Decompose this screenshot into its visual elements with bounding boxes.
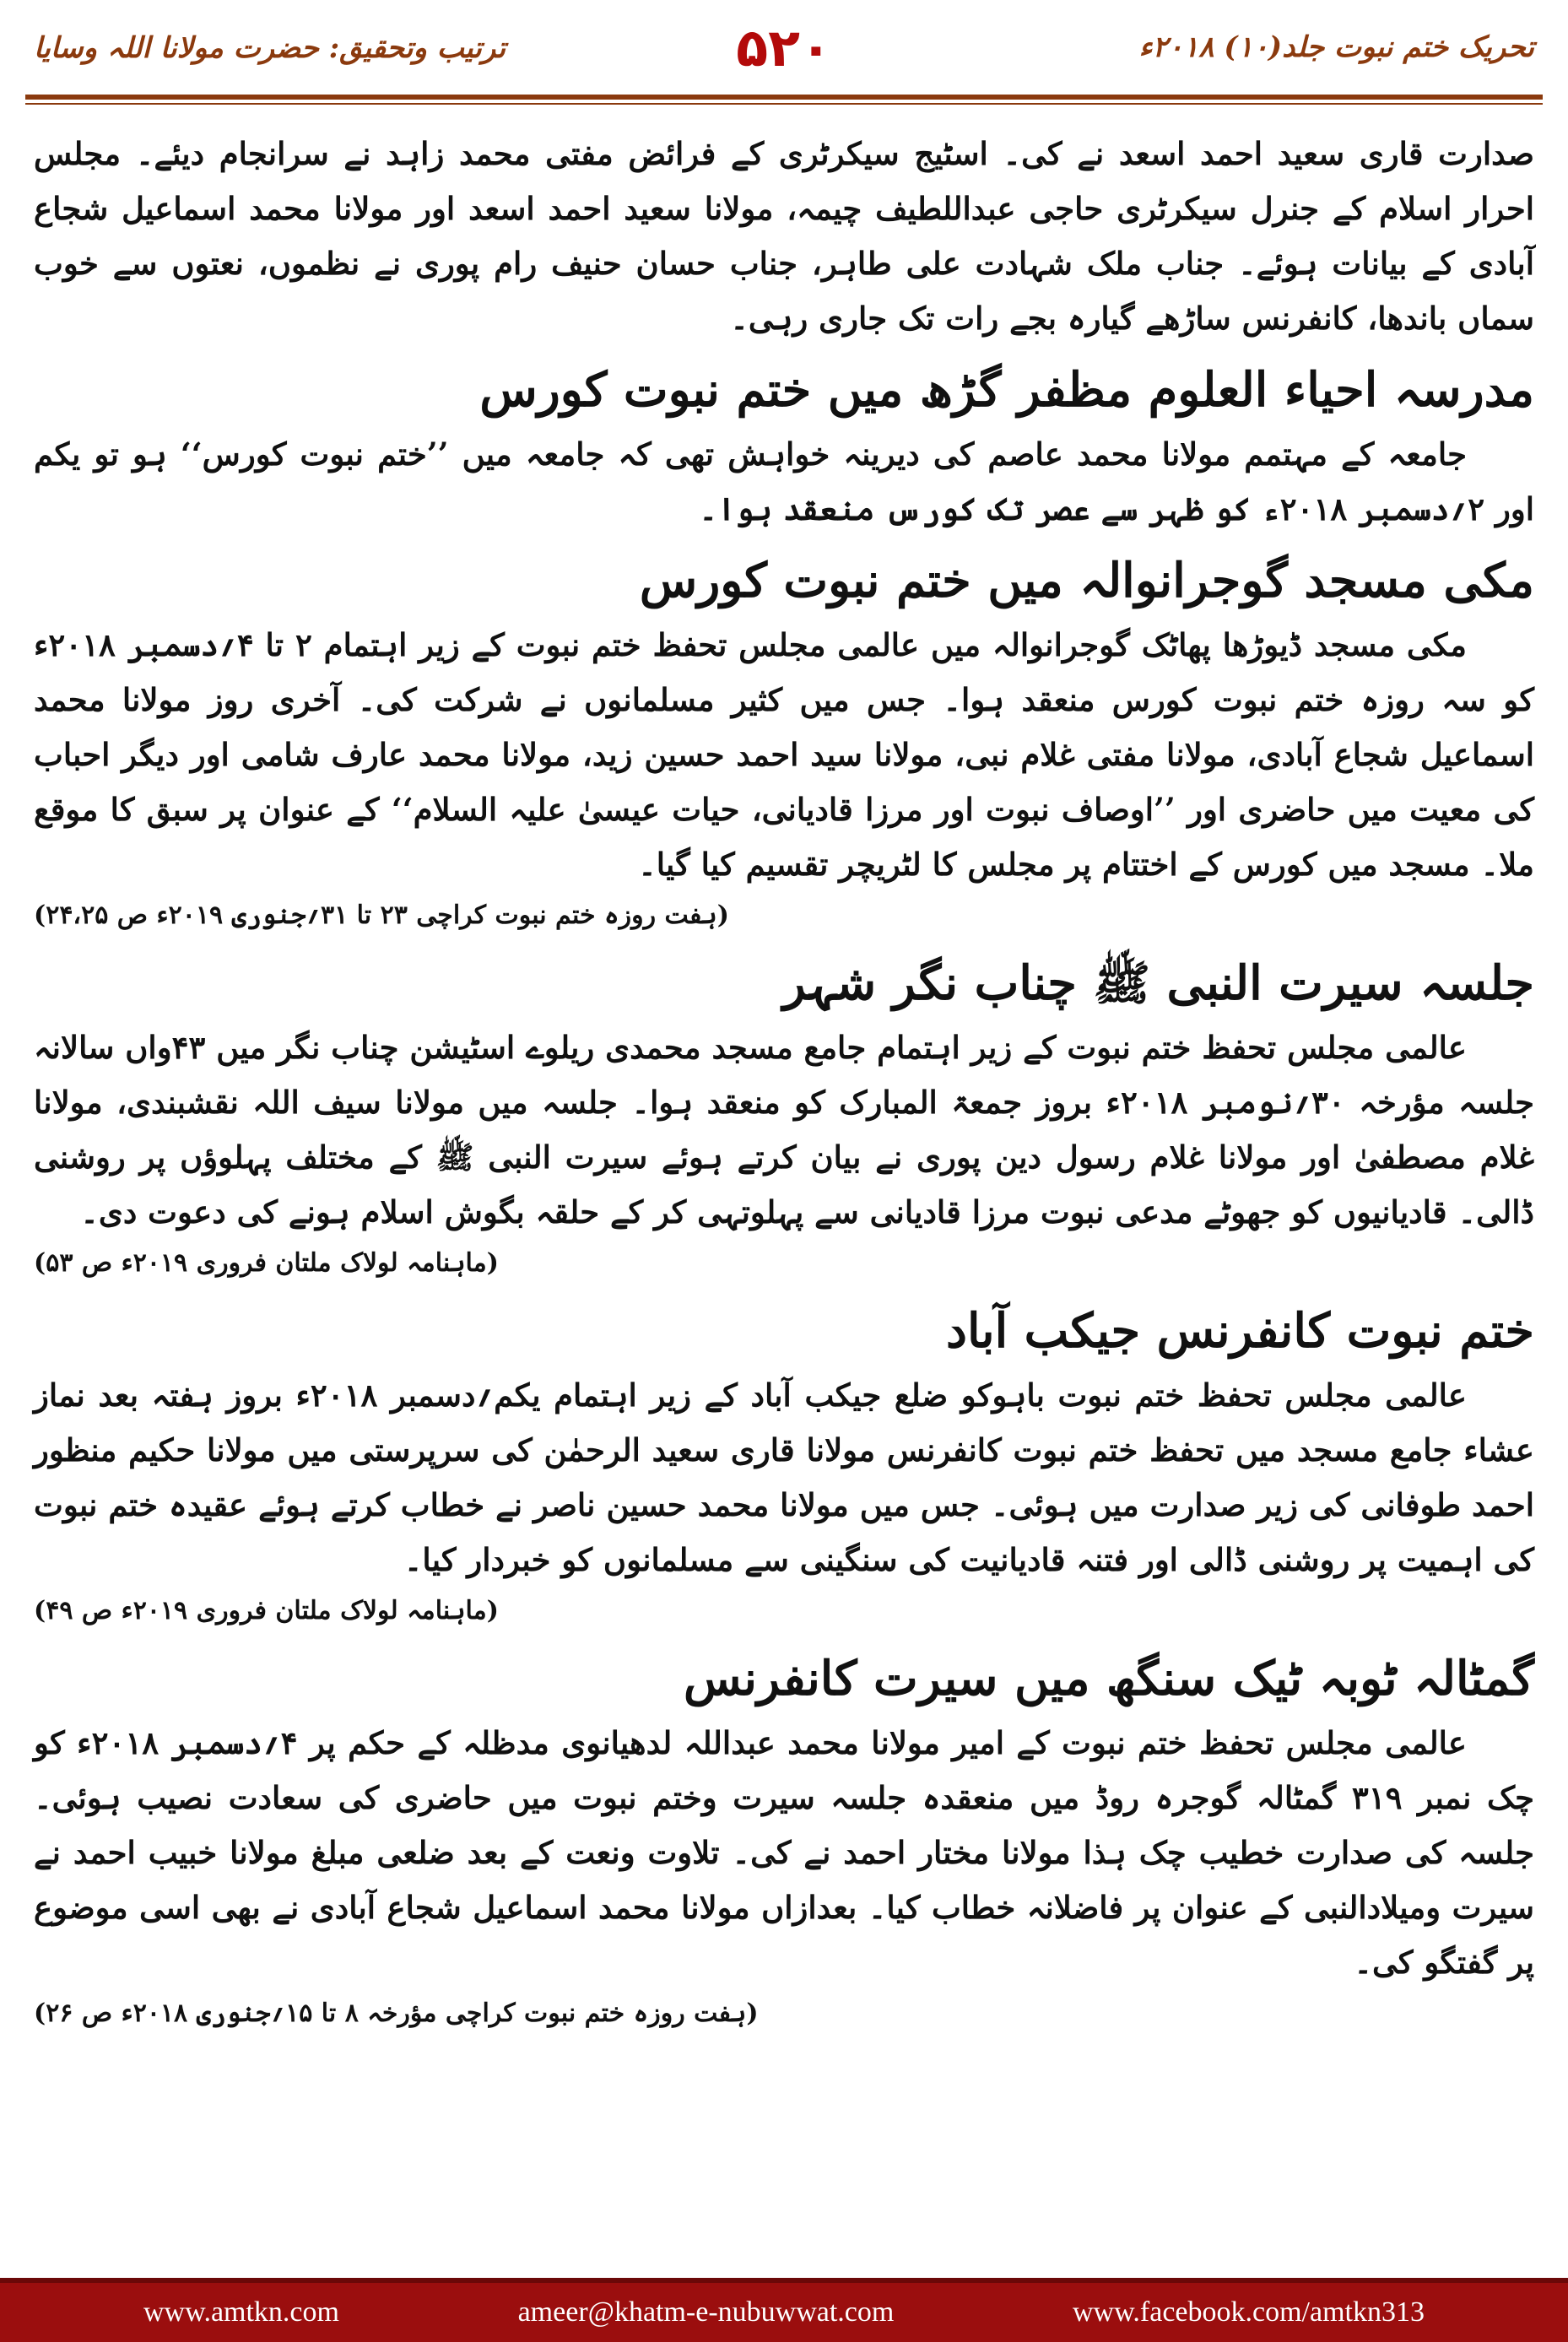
book-title: تحریک ختم نبوت جلد(۱۰) ۲۰۱۸ء	[1138, 30, 1534, 64]
website-link[interactable]: www.amtkn.com	[143, 2296, 339, 2328]
header-divider-thin	[25, 103, 1543, 105]
page-number: ۵۲۰	[736, 17, 832, 78]
source-reference: (ماہنامہ لولاک ملتان فروری ۲۰۱۹ء ص ۵۳)	[34, 1248, 499, 1278]
section-intro	[34, 127, 1534, 346]
paragraph: جامعہ کے مہتمم مولانا محمد عاصم کی دیرینہ خواہش تھی کہ جامعہ میں ’’ختم نبوت کورس‘‘ ہو تو یکم اور ۲؍دسمبر ۲۰۱۸ء کو ظہر سے عصر تک کورس منعقد ہوا۔	[34, 435, 1534, 527]
section-heading: جلسہ سیرت النبی ﷺ چناب نگر شہر	[782, 955, 1534, 1011]
page-header	[0, 0, 1568, 110]
header-divider	[25, 95, 1543, 100]
source-reference: (ہفت روزہ ختم نبوت کراچی ۲۳ تا ۳۱؍جنوری ۲۰۱۹ء ص ۲۴،۲۵)	[34, 901, 729, 930]
article-body	[34, 127, 1534, 2037]
paragraph: مکی مسجد ڈیوڑھا پھاٹک گوجرانوالہ میں عالمی مجلس تحفظ ختم نبوت کے زیر اہتمام ۲ تا ۴؍دسمبر ۲۰۱۸ء کو سہ روزہ ختم نبوت کورس منعقد ہوا۔ جس میں کثیر مسلمانوں نے شرکت کی۔ آخری روز مولانا محمد اسماعیل شجاع آبادی، مولانا مفتی غلام نبی، مولانا سید احمد حسین زید، مولانا محمد عارف شامی اور دیگر احباب کی معیت میں حاضری اور ’’اوصاف نبوت اور مرزا قادیانی، حیات عیسیٰ علیہ السلام‘‘ کے عنوان پر سبق کا موقع ملا۔ مسجد میں کورس کے اختتام پر مجلس کا لٹریچر تقسیم کیا گیا۔	[34, 626, 1534, 883]
facebook-link[interactable]: www.facebook.com/amtkn313	[1072, 2296, 1425, 2328]
section-heading: ختم نبوت کانفرنس جیکب آباد	[946, 1303, 1534, 1359]
paragraph: عالمی مجلس تحفظ ختم نبوت کے امیر مولانا محمد عبداللہ لدھیانوی مدظلہ کے حکم پر ۴؍دسمبر ۲۰۱۸ء کو چک نمبر ۳۱۹ گمٹالہ گوجرہ روڈ میں منعقدہ جلسہ سیرت وختم نبوت میں حاضری کی سعادت نصیب ہوئی۔ جلسہ کی صدارت خطیب چک ہذا مولانا مختار احمد نے کی۔ تلاوت ونعت کے بعد ضلعی مبلغ مولانا خبیب احمد نے سیرت ومیلادالنبی کے عنوان پر فاضلانہ خطاب کیا۔ بعدازاں مولانا محمد اسماعیل شجاع آبادی نے بھی اسی موضوع پر گفتگو کی۔	[34, 1724, 1534, 1981]
email-link[interactable]: ameer@khatm-e-nubuwwat.com	[517, 2296, 895, 2328]
section-heading: مکی مسجد گوجرانوالہ میں ختم نبوت کورس	[639, 553, 1534, 608]
paragraph: عالمی مجلس تحفظ ختم نبوت کے زیر اہتمام جامع مسجد محمدی ریلوے اسٹیشن چناب نگر میں ۴۳واں سالانہ جلسہ مؤرخہ ۳۰؍نومبر ۲۰۱۸ء بروز جمعۃ المبارک کو منعقد ہوا۔ جلسہ میں مولانا سیف اللہ نقشبندی، مولانا غلام مصطفیٰ اور مولانا غلام رسول دین پوری نے بیان کرتے ہوئے سیرت النبی ﷺ کے مختلف پہلوؤں پر روشنی ڈالی۔ قادیانیوں کو جھوٹے مدعی نبوت مرزا قادیانی سے پہلوتہی کر کے حلقہ بگوش اسلام ہونے کی دعوت دی۔	[34, 1029, 1534, 1230]
paragraph: عالمی مجلس تحفظ ختم نبوت باہوکو ضلع جیکب آباد کے زیر اہتمام یکم؍دسمبر ۲۰۱۸ء بروز ہفتہ بعد نماز عشاء جامع مسجد میں تحفظ ختم نبوت کانفرنس مولانا قاری سعید الرحمٰن کی سرپرستی میں مولانا حکیم منظور احمد طوفانی کی زیر صدارت میں ہوئی۔ جس میں مولانا محمد حسین ناصر نے خطاب کرتے ہوئے عقیدہ ختم نبوت کی اہمیت پر روشنی ڈالی اور فتنہ قادیانیت کی سنگینی سے مسلمانوں کو خبردار کیا۔	[34, 1377, 1534, 1578]
page-footer	[0, 2283, 1568, 2342]
section-heading: مدرسہ احیاء العلوم مظفر گڑھ میں ختم نبوت کورس	[479, 362, 1534, 418]
compiler-credit: ترتیب وتحقیق: حضرت مولانا اللہ وسایا	[34, 31, 506, 65]
source-reference: (ماہنامہ لولاک ملتان فروری ۲۰۱۹ء ص ۴۹)	[34, 1596, 499, 1625]
section-jacobabad	[34, 1297, 1534, 1635]
section-heading: گمٹالہ ٹوبہ ٹیک سنگھ میں سیرت کانفرنس	[684, 1651, 1534, 1706]
section-muzaffargarh	[34, 356, 1534, 537]
section-chenab-nagar	[34, 949, 1534, 1287]
section-gumtala	[34, 1645, 1534, 2037]
section-gujranwala	[34, 547, 1534, 939]
source-reference: (ہفت روزہ ختم نبوت کراچی مؤرخہ ۸ تا ۱۵؍جنوری ۲۰۱۸ء ص ۲۶)	[34, 1999, 759, 2028]
paragraph: صدارت قاری سعید احمد اسعد نے کی۔ اسٹیج سیکرٹری کے فرائض مفتی محمد زاہد نے سرانجام دیئے۔ مجلس احرار اسلام کے جنرل سیکرٹری حاجی عبداللطیف چیمہ، مولانا سعید احمد اسعد اور مولانا محمد اسماعیل شجاع آبادی کے بیانات ہوئے۔ جناب ملک شہادت علی طاہر، جناب حسان حنیف رام پوری نے نظموں، نعتوں سے خوب سماں باندھا، کانفرنس ساڑھے گیارہ بجے رات تک جاری رہی۔	[34, 135, 1534, 337]
